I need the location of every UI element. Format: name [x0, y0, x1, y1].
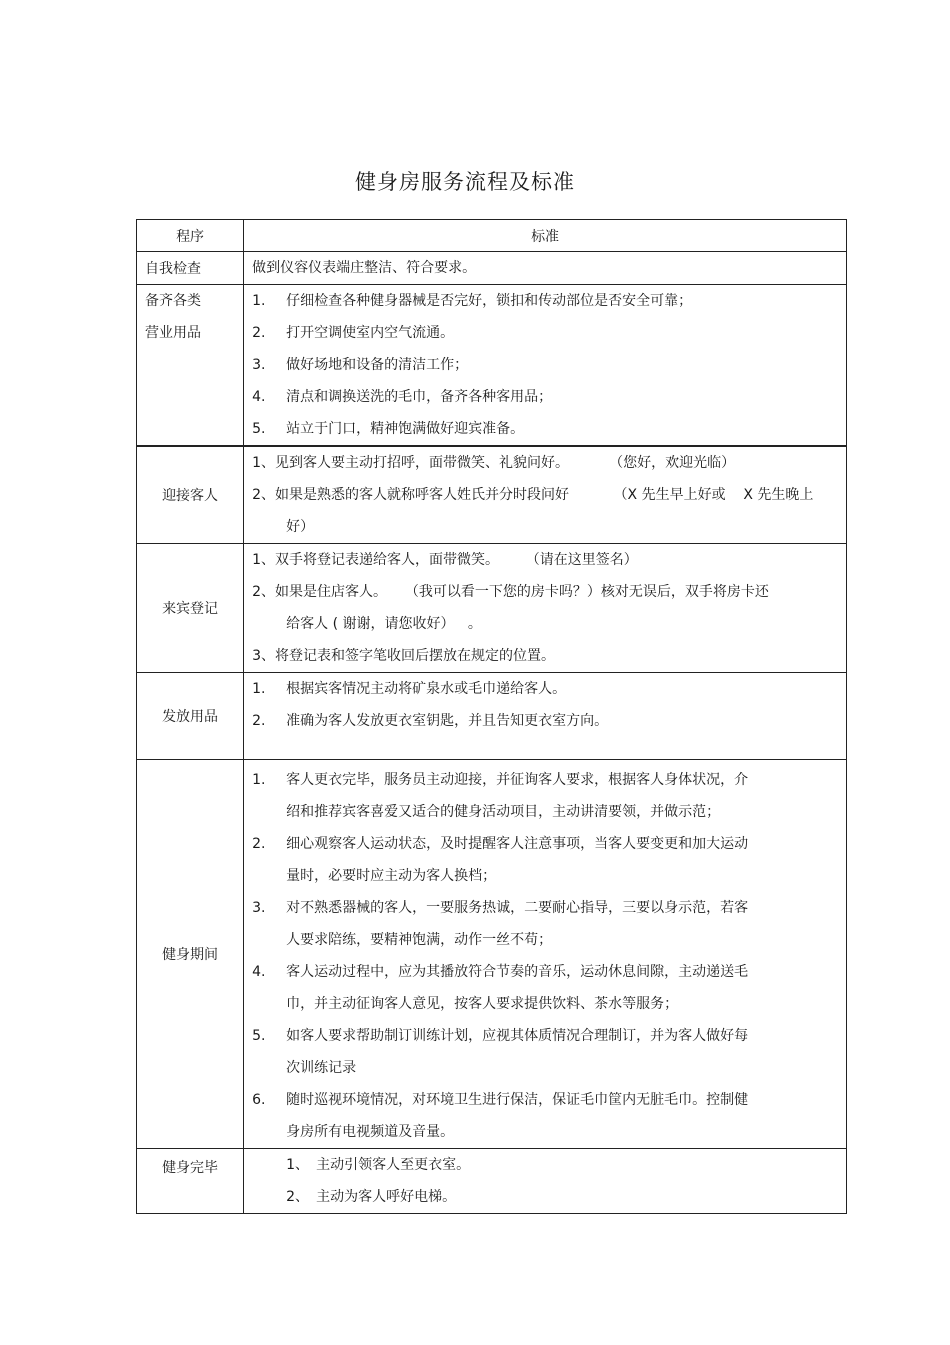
standard-workout: [244, 760, 847, 1149]
item-text: 主动引领客人至更衣室。: [316, 1157, 471, 1173]
list-item-continued: [244, 924, 846, 956]
item-number: 2.: [252, 836, 266, 852]
item-text: 仔细检查各种健身器械是否完好，锁扣和传动部位是否安全可靠；: [286, 293, 693, 309]
item-text: 量时，必要时应主动为客人换档；: [286, 868, 497, 884]
item-number: 3.: [252, 900, 266, 916]
list-item: [244, 381, 846, 413]
procedure-workout: 健身期间: [137, 760, 244, 1149]
register-line-4: 3、将登记表和签字笔收回后摆放在规定的位置。: [252, 648, 556, 664]
list-item: [244, 705, 846, 737]
prepare-label-line1: 备齐各类: [145, 293, 201, 309]
item-text: 绍和推荐宾客喜爱又适合的健身活动项目，主动讲清要领，并做示范；: [286, 804, 721, 820]
item-text: 主动为客人呼好电梯。: [316, 1189, 457, 1205]
standard-register: [244, 544, 847, 673]
procedure-issue: 发放用品: [137, 673, 244, 760]
list-item-continued: [244, 988, 846, 1020]
item-text: 人要求陪练，要精神饱满，动作一丝不苟；: [286, 932, 553, 948]
list-item: [244, 1149, 846, 1181]
item-text: 打开空调使室内空气流通。: [286, 325, 455, 341]
item-text: 巾，并主动征询客人意见，按客人要求提供饮料、茶水等服务；: [286, 996, 679, 1012]
list-item: [244, 673, 846, 705]
item-number: 3.: [252, 357, 266, 373]
procedure-finish: 健身完毕: [137, 1149, 244, 1214]
table-row-workout: [137, 760, 847, 1149]
item-text: 清点和调换送洗的毛巾，备齐各种客用品；: [286, 389, 553, 405]
item-number: 2.: [252, 325, 266, 341]
prepare-label-line2: 营业用品: [145, 325, 201, 341]
item-text: 站立于门口，精神饱满做好迎宾准备。: [286, 421, 525, 437]
item-number: 2、: [286, 1189, 310, 1205]
list-item: [244, 1020, 846, 1052]
item-text: 随时巡视环境情况，对环境卫生进行保洁，保证毛巾筐内无脏毛巾。控制健: [286, 1092, 749, 1108]
list-item: [244, 413, 846, 445]
item-number: 5.: [252, 421, 266, 437]
item-text: 次训练记录: [286, 1060, 357, 1076]
greet-line-2: 2、如果是熟悉的客人就称呼客人姓氏并分时段问好 （X 先生早上好或 X 先生晚上: [252, 487, 814, 503]
list-item: [244, 1181, 846, 1213]
list-item: [244, 956, 846, 988]
table-header-row: [137, 220, 847, 252]
greet-line-3: 好）: [286, 519, 315, 535]
item-text: 细心观察客人运动状态，及时提醒客人注意事项，当客人要变更和加大运动: [286, 836, 749, 852]
table-row-issue: [137, 673, 847, 760]
procedure-greet: 迎接客人: [137, 446, 244, 544]
list-item: [244, 285, 846, 317]
item-number: 5.: [252, 1028, 266, 1044]
item-text: 对不熟悉器械的客人，一要服务热诚，二要耐心指导，三要以身示范，若客: [286, 900, 749, 916]
standard-greet: [244, 446, 847, 544]
item-number: 1、: [286, 1157, 310, 1173]
item-number: 4.: [252, 964, 266, 980]
item-text: 如客人要求帮助制订训练计划，应视其体质情况合理制订，并为客人做好每: [286, 1028, 749, 1044]
list-item-continued: [244, 860, 846, 892]
header-procedure: 程序: [137, 220, 244, 252]
item-text: 身房所有电视频道及音量。: [286, 1124, 455, 1140]
item-number: 1.: [252, 681, 266, 697]
item-text: 客人更衣完毕，服务员主动迎接，并征询客人要求，根据客人身体状况，介: [286, 772, 749, 788]
table-row-register: [137, 544, 847, 673]
item-number: 2.: [252, 713, 266, 729]
standard-issue: [244, 673, 847, 760]
standard-prepare: [244, 285, 847, 447]
item-number: 1.: [252, 772, 266, 788]
standard-finish: [244, 1149, 847, 1214]
item-text: 客人运动过程中，应为其播放符合节奏的音乐，运动休息间隙，主动递送毛: [286, 964, 749, 980]
greet-line-1: 1、见到客人要主动打招呼，面带微笑、礼貌问好。 （您好，欢迎光临）: [252, 455, 736, 471]
list-item: [244, 892, 846, 924]
list-item: [244, 349, 846, 381]
item-text: 准确为客人发放更衣室钥匙，并且告知更衣室方向。: [286, 713, 609, 729]
register-line-3: 给客人 ( 谢谢，请您收好） 。: [286, 616, 482, 632]
list-item-continued: [244, 1116, 846, 1148]
item-text: 做好场地和设备的清洁工作；: [286, 357, 469, 373]
register-line-2: 2、如果是住店客人。 （我可以看一下您的房卡吗？）核对无误后，双手将房卡还: [252, 584, 769, 600]
item-number: 4.: [252, 389, 266, 405]
procedure-self-check: 自我检查: [137, 252, 244, 285]
item-number: 6.: [252, 1092, 266, 1108]
table-row-prepare: [137, 285, 847, 447]
procedure-register: 来宾登记: [137, 544, 244, 673]
standard-self-check: [244, 252, 847, 285]
register-line-1: 1、双手将登记表递给客人，面带微笑。 （请在这里签名）: [252, 552, 638, 568]
document-title: 健身房服务流程及标准: [355, 170, 575, 194]
item-text: 根据宾客情况主动将矿泉水或毛巾递给客人。: [286, 681, 567, 697]
list-item-continued: [244, 796, 846, 828]
list-item: [244, 317, 846, 349]
self-check-text: 做到仪容仪表端庄整洁、符合要求。: [252, 260, 477, 276]
header-standard: 标准: [244, 220, 847, 252]
list-item: [244, 764, 846, 796]
item-number: 1.: [252, 293, 266, 309]
table-row-greet: [137, 446, 847, 544]
list-item-continued: [244, 1052, 846, 1084]
table-row-finish: [137, 1149, 847, 1214]
procedure-prepare: [137, 285, 244, 447]
list-item: [244, 828, 846, 860]
list-item: [244, 1084, 846, 1116]
table-row-self-check: [137, 252, 847, 285]
service-standards-table: [136, 219, 847, 1214]
